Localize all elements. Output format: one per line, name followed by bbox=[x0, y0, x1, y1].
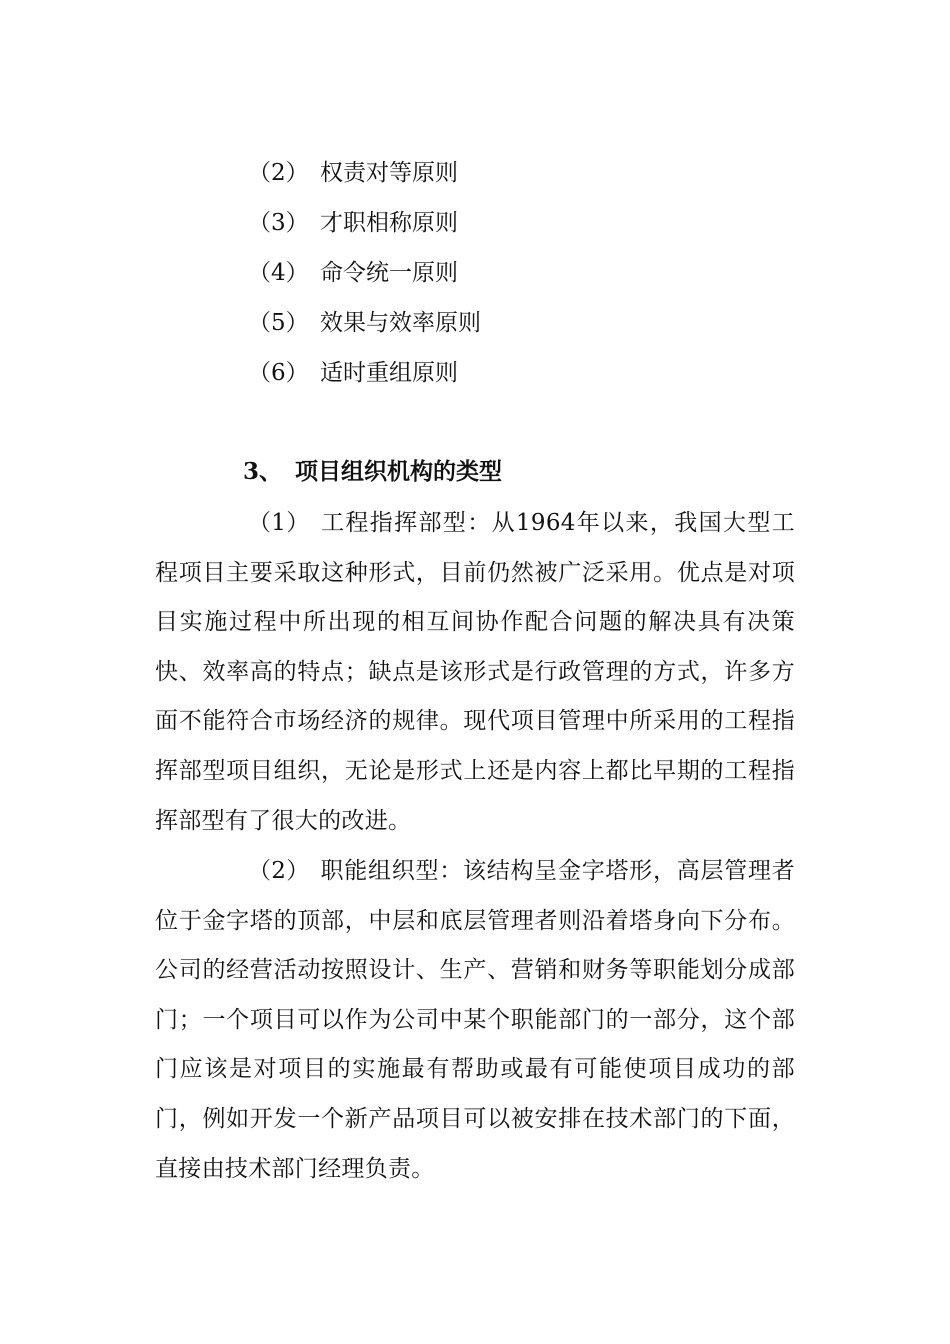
paragraph-text: 职能组织型：该结构呈金字塔形，高层管理者位于金字塔的顶部，中层和底层管理者则沿着塔身向下分布。公司的经营活动按照设计、生产、营销和财务等职能划分成部门；一个项目可以作为公司中某个职能部门的一部分，这个部门应该是对项目的实施最有帮助或最有可能使项目成功的部门，例如开发一个新产品项目可以被安排在技术部门的下面，直接由技术部门经理负责。 bbox=[155, 858, 795, 1182]
principle-item bbox=[248, 308, 481, 338]
principle-text: 效果与效率原则 bbox=[320, 310, 481, 336]
principle-number: （4） bbox=[248, 260, 309, 286]
principle-number: （6） bbox=[248, 360, 309, 386]
principle-text: 才职相称原则 bbox=[320, 210, 458, 236]
principle-item bbox=[248, 158, 458, 188]
paragraph-number: （2） bbox=[248, 858, 310, 884]
paragraph-number: （1） bbox=[248, 510, 310, 536]
principle-item bbox=[248, 208, 458, 238]
section-title: 项目组织机构的类型 bbox=[295, 458, 502, 485]
principle-item bbox=[248, 258, 458, 288]
principle-item bbox=[248, 358, 458, 388]
paragraph-command-type bbox=[155, 499, 795, 846]
principle-text: 权责对等原则 bbox=[320, 160, 458, 186]
principle-number: （3） bbox=[248, 210, 309, 236]
paragraph-text: 工程指挥部型：从1964年以来，我国大型工程项目主要采取这种形式，目前仍然被广泛采用。优点是对项目实施过程中所出现的相互间协作配合问题的解决具有决策快、效率高的特点；缺点是该形式是行政管理的方式，许多方面不能符合市场经济的规律。现代项目管理中所采用的工程指挥部型项目组织，无论是形式上还是内容上都比早期的工程指挥部型有了很大的改进。 bbox=[155, 510, 795, 834]
principle-number: （5） bbox=[248, 310, 309, 336]
principle-text: 命令统一原则 bbox=[320, 260, 458, 286]
section-heading bbox=[243, 456, 502, 488]
section-number: 3、 bbox=[243, 458, 283, 485]
principle-number: （2） bbox=[248, 160, 309, 186]
principle-text: 适时重组原则 bbox=[320, 360, 458, 386]
paragraph-functional-type bbox=[155, 847, 795, 1194]
